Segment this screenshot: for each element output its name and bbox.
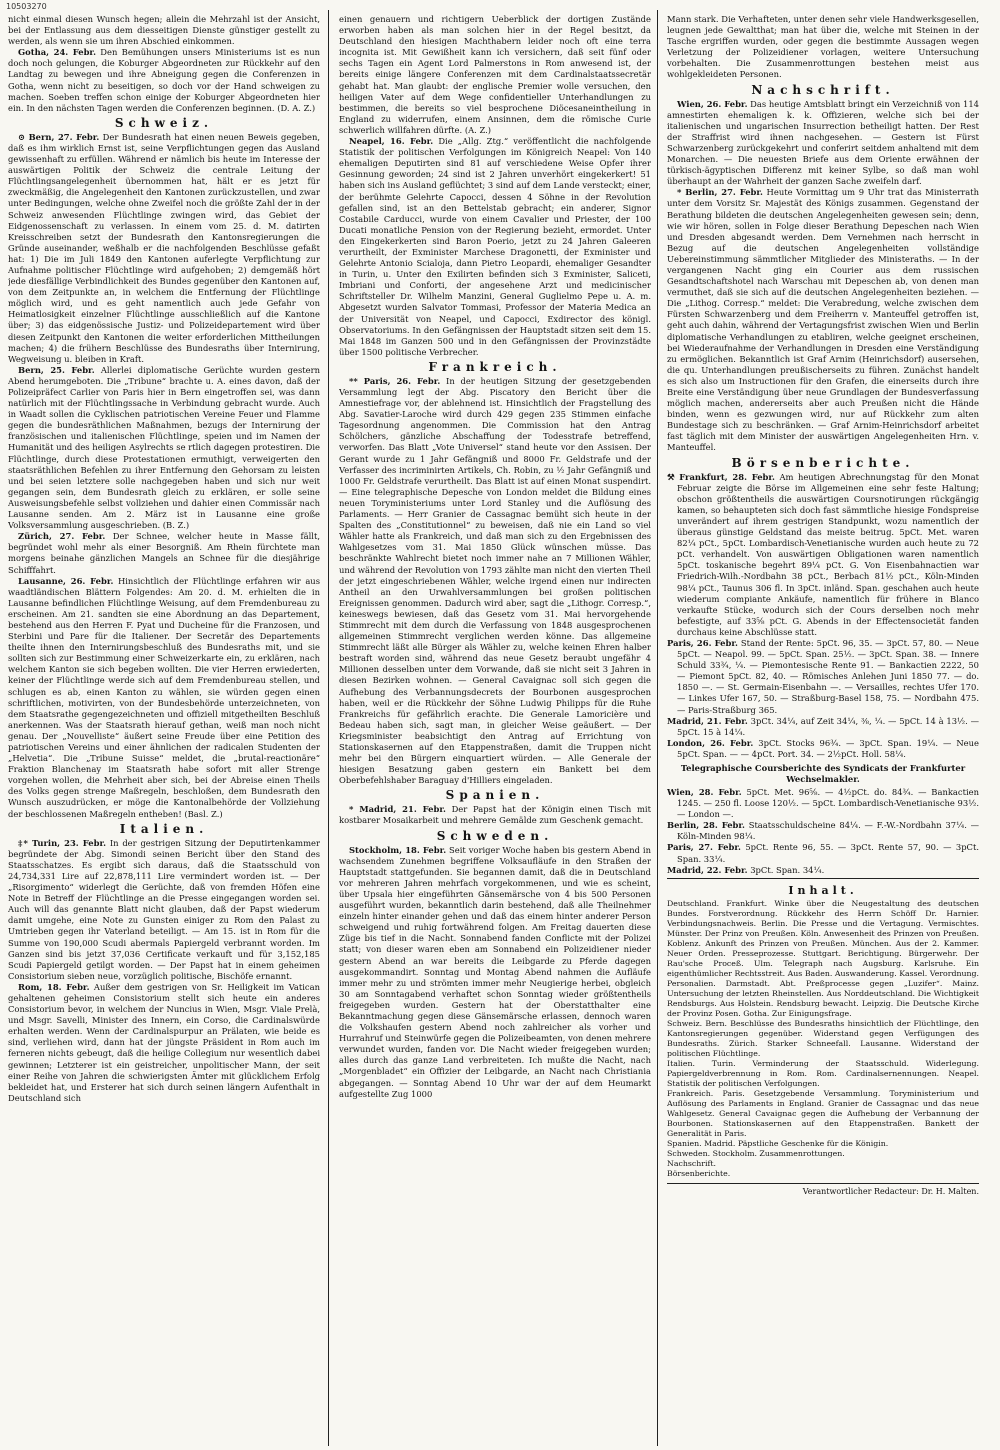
contents-heading: Inhalt. — [788, 883, 858, 897]
article-paragraph — [8, 838, 320, 982]
contents-entry: Deutschland. Frankfurt. Winke über die Neugestaltung des deutschen Bundes. Forstverordnung. Rückkehr des Herrn Schöff Dr. Harnier. Verbindungsnachweis. Berlin. Die Presse und die Vertagung. Vermischtes. Münster. Der Prinz von Preußen. Köln. Anwesenheit des Prinzen von Preußen. Koblenz. Ankunft des Prinzen von Preußen. München. Aus der 2. Kammer. Neuer Orden. Presseprozesse. Stuttgart. Berichtigung. Bürgerwehr. Der Rau'sche Proceß. Ulm. Telegraph nach Augsburg. Karlsruhe. Ein eigenthümlicher Rechtsstreit. Aus Baden. Auswanderung. Kassel. Verordnung. Personalien. Darmstadt. Abt. Preßprocesse gegen „Luzifer“. Mainz. Untersuchung der letzten Rheinstellen. Aus Norddeutschland. Die Wichtigkeit Rendsburgs. Aus Holstein. Rendsburg bewacht. Leipzig. Die Deutsche Kirche der Provinz Posen. Gotha. Zur Einigungsfrage. — [667, 898, 979, 1018]
paragraph-text: Stand der Rente: 5pCt. 96, 35. — 3pCt. 57, 80. — Neue 5pCt. — Neapol. 99. — 5pCt. Span. 25½. — 3pCt. Span. 38. — Innere Schuld 33¾, ¼. — Piemontesische Rente 91. — Bankactien 2222, 50 — Piemont 5pCt. 82, 40. — Römisches Anlehen Juni 1850 77. — do. 1850 —. — St. Germain-Eisenbahn —. — Versailles, rechtes Ufer 170. — Linkes Ufer 167, 50. — Straßburg-Basel 158, 75. — Nordbahn 475. — Paris-Straßburg 365. — [677, 637, 979, 715]
dateline: Rom, 18. Febr. — [18, 981, 90, 992]
paragraph-text: nicht einmal diesen Wunsch hegen; allein die Mehrzahl ist der Ansicht, bei der Entlassung aus dem diesseitigen Dienste günstiger gestellt zu werden, als wenn sie um ihren Abschied einkommen. — [8, 14, 320, 47]
dateline: * Madrid, 21. Febr. — [349, 804, 446, 815]
column-2 — [339, 14, 651, 1446]
article-block — [339, 14, 651, 136]
article-paragraph — [8, 132, 320, 365]
paragraph-text: einen genauern und richtigern Ueberblick der dortigen Zustände erworben haben als man solchen hier in der Regel besitzt, da Deutschland den hiesigen Machthabern leider noch oft eine terra incognita ist. Mit Gewißheit kann ich versichern, daß seit fünf oder sechs Tagen ein Agent Lord Palmerstons in Rom anwesend ist, der bereits einige längere Conferenzen mit dem Cardinalstaatssecretär gehabt hat. Man glaubt: der englische Premier wolle versuchen, den heiligen Vater auf dem Wege confidentieller Unterhandlungen zu bestimmen, die bereits so viel besprochene Diöcesaneintheilung in England zu widerrufen, einem Ansinnen, dem die römische Curie schwerlich willfahren dürfte. (A. Z.) — [339, 14, 651, 135]
dateline: Wien, 26. Febr. — [677, 98, 748, 109]
article-block — [339, 376, 651, 786]
paragraph-text: Außer dem gestrigen von Sr. Heiligkeit im Vatican gehaltenen geheimen Consistorium stellt sich heute ein anderes Consistorium bevor, in welchem der Nuncius in Wien, Msgr. Viale Prelà, und Msgr. Savelli, Minister des Innern, ein Corso, die Cardinalswürde erhalten werden. Wenn der Cardinalspurpur an Prälaten, wie beide es sind, verliehen wird, dann hat der jüngste Präsident in Rom auch im ferneren nichts gebeugt, daß die heilige Collegium nur wesentlich dabei gewinnen; Letzterer ist ein geistreicher, unpolitischer Mann, der seit einer Reihe von Jahren die schwierigsten Ämter mit glücklichem Erfolg bekleidet hat, und Ersterer hat sich durch seinen längern Aufenthalt in Deutschland sich — [8, 981, 320, 1103]
article-paragraph — [667, 14, 979, 81]
contents-entry: Nachschrift. — [667, 1158, 716, 1168]
market-report — [667, 865, 979, 876]
column-rule — [657, 10, 658, 1446]
article-paragraph — [339, 845, 651, 1100]
article-block — [339, 845, 651, 1100]
contents-entry: Spanien. Madrid. Päpstliche Geschenke für die Königin. — [667, 1138, 889, 1148]
article-block — [667, 738, 979, 760]
article-block — [8, 14, 320, 47]
paragraph-text: In der heutigen Sitzung der gesetzgebenden Versammlung legt der Abg. Piscatory den Bericht über die Amnestiefrage vor, der ablehnend ist. Hinsichtlich der Fragstellung des Abg. Savatier-Laroche wird durch 429 gegen 235 Stimmen einfache Tagesordnung angenommen. Die Commission hat den Antrag Schölchers, gänzliche Abschaffung der Todesstrafe betreffend, verworfen. Das Blatt „Vote Universel“ stand heute vor den Assisen. Der Gerant wurde zu 1 Jahr Gefängniß und 8000 Fr. Geldstrafe und der Verfasser des incriminirten Artikels, Ch. Robin, zu ½ Jahr Gefängniß und 1000 Fr. Geldstrafe verurtheilt. Das Blatt ist auf einen Monat suspendirt. — Eine telegraphische Depesche von London meldet die Bildung eines neuen Toryministeriums unter Lord Stanley und die Auflösung des Parlaments. — Herr Granier de Cassagnac bemüht sich heute in der Spalten des „Constitutionnel“ zu beweisen, daß nie ein Land so viel Wähler hatte als Frankreich, und daß man sich zu den Ergebnissen des Wahlgesetzes vom 31. Mai 1850 Glück wünschen müsse. Das beschränkte Wahlrecht bietet noch immer nahe an 7 Millionen Wähler, und während der Revolution von 1793 zählte man nicht den vierten Theil der jetzt eingeschriebenen Wähler, welche irgend einen nur indirecten Antheil an den Urwahlversammlungen bei großen politischen Ereignissen genommen. Dadurch wird aber, sagt die „Lithogr. Corresp.“, keineswegs bewiesen, daß das Gesetz vom 31. Mai hervorgehende Stimmrecht mit dem durch die Verfassung von 1848 ausgesprochenen allgemeinen Stimmrecht verglichen werden könne. Das allgemeine Stimmrecht läßt alle Bürger als Wähler zu, welche keinen Ehren halber bestraft worden sind, während das neue Gesetz beraubt ungefähr 4 Millionen desselben unter dem Vorwande, daß sie nicht seit 3 Jahren in diesen Bezirken wohnen. — General Cavaignac soll sich gegen die Aufhebung des Verbannungsdecrets der Bourbonen ausgesprochen haben, weil er die Rückkehr der Söhne Ludwig Philipps für die Ruhe Frankreichs für gefährlich erachte. Die Generale Lamoricière und Bedeau haben sich, sagt man, in gleicher Weise geäußert. — Der Kriegsminister beabsichtigt den Antrag auf Errichtung von Stationskasernen auf den Etappenstraßen, damit die Truppen nicht mehr bei den Bürgern einquartiert würden. — Alle Generale der hiesigen Besatzung gaben gestern ein Bankett bei dem Oberbefehlshaber Baraguay d'Hilliers eingeladen. — [339, 375, 651, 786]
dateline: Paris, 26. Febr. — [667, 637, 738, 648]
article-block — [8, 838, 320, 982]
market-report — [667, 820, 979, 842]
article-paragraph — [667, 99, 979, 188]
contents-entry: Frankreich. Paris. Gesetzgebende Versammlung. Toryministerium und Auflösung des Parlaments in England. Granier de Cassagnac und das neue Wahlgesetz. General Cavaignac gegen die Aufhebung der Verbannung der Bourbonen. Stationskasernen auf den Etappenstraßen. Bankett der Generalität in Paris. — [667, 1088, 979, 1138]
article-paragraph — [667, 187, 979, 453]
market-report — [667, 716, 979, 738]
contents-entry: Börsenberichte. — [667, 1168, 731, 1178]
paragraph-text: Die „Allg. Ztg.“ veröffentlicht die nachfolgende Statistik der politischen Verfolgungen im Königreich Neapel: Von 140 ehemaligen Deputirten sind 81 auf verschiedene Weise Opfer ihrer Gesinnung geworden; 24 sind ist 2 Jahren unverhört eingekerkert! 51 haben sich ins Ausland geflüchtet; 3 sind auf dem Lande versteckt; einer, der berühmte Gelehrte Capocci, dessen 4 Söhne in der Revolution gefallen sind, ist an den Bettelstab gebracht; ein anderer, Signor Costabile Carducci, wurde von einem Cavalier und Priester, der 100 Ducati monatliche Pension von der Regierung bezieht, ermordet. Unter den Eingekerkerten sind Baron Poerio, jetzt zu 24 Jahren Galeeren verurtheilt, der Exminister Marchese Dragonetti, der Exminister und Gelehrte Antonio Scialoja, dann Pietro Leopardi, ehemaliger Gesandter in Turin, u. Unter den Exilirten befinden sich 3 Exminister, Saliceti, Imbriani und Conforti, der angesehene Arzt und medicinischer Schriftsteller Dr. Wilhelm Manzini, General Guglielmo Pepe u. A. m. Abgesetzt wurden Salvator Tommasi, Professor der Materia Medica an der Universität von Neapel, und Capocci, Exdirector des königl. Observatoriums. In den Gefängnissen der Hauptstadt sitzen seit dem 15. Mai 1848 im Ganzen 500 und in den Gefängnissen der Provinzstädte über 1500 politische Verbrecher. — [339, 136, 651, 357]
article-paragraph — [8, 531, 320, 575]
section-heading: Spanien. — [445, 788, 545, 803]
dateline: ** Paris, 26. Febr. — [349, 375, 441, 386]
paragraph-text: Mann stark. Die Verhafteten, unter denen sehr viele Handwerksgesellen, leugnen jede Gewaltthat; man hat über die, welche mit Steinen in der Tasche ergriffen wurden, oder gegen die bestimmte Aussagen wegen Verletzung der Polizeidiener vorlagen, weitere Untersuchung vorbehalten. Die Zusammenrottungen bestehen meist aus wohlgekleideten Personen. — [667, 14, 979, 80]
paragraph-text: 5pCt. Rente 96, 55. — 3pCt. Rente 57, 90. — 3pCt. Span. 33¼. — [677, 842, 979, 864]
dateline: ⊙ Bern, 27. Febr. — [18, 131, 100, 142]
contents-entry: Italien. Turin. Verminderung der Staatsschuld. Widerlegung. Papiergeldverbrennung in Rom. Rom. Cardinalsernennungen. Neapel. Statistik der politischen Verfolgungen. — [667, 1058, 979, 1088]
dateline: ⚒ Frankfurt, 28. Febr. — [667, 471, 775, 482]
dateline: Neapel, 16. Febr. — [349, 136, 434, 147]
contents-box — [667, 878, 979, 1179]
contents-entry: Schweden. Stockholm. Zusammenrottungen. — [667, 1148, 845, 1158]
editor-line: Verantwortlicher Redacteur: Dr. H. Malten. — [667, 1183, 979, 1197]
dateline: Bern, 25. Febr. — [18, 364, 95, 375]
article-block — [667, 716, 979, 738]
dateline: Madrid, 22. Febr. — [667, 864, 748, 875]
paragraph-text: Der Schnee, welcher heute in Masse fällt, begründet wohl mehr als einer Besorgniß. Am Rhein fürchtete man morgens beinahe gänzlichen Mangels an Schnee für die diesjährige Schifffahrt. — [8, 531, 320, 575]
section-heading: Schweden. — [436, 828, 554, 843]
article-block — [8, 982, 320, 1104]
section-heading: Schweiz. — [114, 115, 214, 130]
market-report — [667, 842, 979, 864]
telegraph-heading: Telegraphische Coursberichte des Syndicats der Frankfurter Wechselmakler. — [680, 763, 966, 784]
article-paragraph — [8, 982, 320, 1104]
paragraph-text: 3pCt. 34¼, auf Zeit 34¼, ⅜, ¼. — 5pCt. 14 à 13½. — 5pCt. 15 à 14¼. — [677, 715, 979, 737]
dateline: Wien, 28. Febr. — [667, 787, 742, 797]
article-block — [339, 136, 651, 358]
article-block — [667, 842, 979, 864]
dateline: Berlin, 28. Febr. — [667, 820, 745, 831]
paragraph-text: Das heutige Amtsblatt bringt ein Verzeichniß von 114 amnestirten ehemaligen k. k. Offizieren, welche sich bei der italienischen und ungarischen Insurrection betheiligt hatten. Der Rest der Straffrist wird ihnen nachgesehen. — Gestern ist Fürst Schwarzenberg zurückgekehrt und conferirt seitdem anhaltend mit dem Monarchen. — Die neuesten Briefe aus dem Oriente erwähnen der türkisch-ägyptischen Differenz mit keiner Sylbe, so daß man wohl überhaupt an der Wahrheit der ganzen Sache zweifeln darf. — [667, 98, 979, 187]
paragraph-text: Den Bemühungen unsers Ministeriums ist es nun doch noch gelungen, die Koburger Abgeordneten zur Rückkehr auf den Landtag zu bewegen und ihre Abneigung gegen die Conferenzen in Gotha, wenn nicht zu beseitigen, so doch vor der Hand schweigen zu machen. Soeben treffen schon einige der Koburger Abgeordneten hier ein. In den nächsten Tagen werden die Conferenzen beginnen. (D. A. Z.) — [8, 47, 320, 113]
article-block — [339, 804, 651, 826]
article-block — [8, 132, 320, 365]
column-3 — [667, 14, 979, 1446]
article-block — [8, 531, 320, 575]
paragraph-text: Heute Vormittag um 9 Uhr trat das Ministerrath unter dem Vorsitz Sr. Majestät des Königs zusammen. Gegenstand der Berathung bildeten die deutschen Angelegenheiten gewesen sein; denn, wie wir hören, sollen in Folge dieser Berathung Depeschen nach Wien und Dresden abgesandt werden. Dem Vernehmen nach herrscht in Bezug auf die deutschen Angelegenheiten vollständige Uebereinstimmung sämmtlicher Mitglieder des Ministeraths. — In der vergangenen Nacht ging ein Courier aus dem russischen Gesandtschaftshotel nach Warschau mit Depeschen ab, von denen man vermuthet, daß sie sich auf die deutschen Angelegenheiten beziehen. — Die „Lithog. Corresp.“ meldet: Die Verabredung, welche zwischen dem Fürsten Schwarzenberg und dem Freiherrn v. Manteuffel getroffen ist, geht auch dahin, während der Vertagungsfrist zwischen Wien und Berlin diplomatische Verhandlungen zu etabliren, welche geeignet erscheinen, bei Wiederaufnahme der Verhandlungen in Dresden eine Verständigung zu ermöglichen. Bekanntlich ist Graf Arnim (Heinrichsdorf) ausersehen, die qu. Unterhandlungen preußischerseits zu führen. Zunächst handelt es sich also um Instructionen für den Grafen, die einerseits durch ihre Breite eine Verständigung über neue Grundlagen der Bundesverfassung möglich machen, andererseits aber auch Preußen nicht die Hände binden, wenn es gezwungen wird, nur auf Rückkehr zum alten Bundestage sich zu beschränken. — Graf Arnim-Heinrichsdorf arbeitet fast täglich mit dem Minister der auswärtigen Angelegenheiten Hrn. v. Manteuffel. — [667, 187, 979, 453]
dateline: London, 26. Febr. — [667, 737, 754, 748]
dateline: * Berlin, 27. Febr. — [677, 187, 763, 198]
column-1 — [8, 14, 320, 1446]
dateline: Paris, 27. Febr. — [667, 842, 741, 853]
section-heading: Italien. — [119, 821, 209, 836]
article-paragraph — [8, 47, 320, 114]
section-heading: Börsenberichte. — [731, 455, 915, 470]
paragraph-text: Der Papst hat der Königin einen Tisch mit kostbarer Mosaikarbeit und mehrere Gemälde zum Geschenk gemacht. — [339, 804, 651, 826]
article-block — [667, 865, 979, 876]
article-paragraph — [8, 365, 320, 531]
article-block — [667, 14, 979, 81]
paragraph-text: Hinsichtlich der Flüchtlinge erfahren wir aus waadtländischen Blättern Folgendes: Am 20. d. M. erhielten die in Lausanne befindlichen Flüchtlinge Weisung, auf dem Fremdenbureau zu erscheinen. Am 21. sandten sie eine Abordnung an das Departement, bestehend aus den Herren F. Pyat und Ducheine für die Franzosen, und Sterbini und Pare für die Italiener. Der Secretär des Departements theilte ihnen den Internirungsbeschluß des Bundesraths mit, und sie sollten sich zur Bestimmung einer Schweizerkarte ein, zu erklären, nach welchem Kanton sie sich begeben wollten. Die vier Herren erwiederten, keiner der Flüchtlinge werde sich auf dem Fremdenbureau stellen, und schlugen es ab, einen Kanton zu wählen, sie würden gegen einen schriftlichen, motivirten, von der Bundesbehörde unterzeichneten, von dem Staatsrathe gegengezeichneten und offiziell mitgetheilten Beschluß anerkennen. Was der Staatsrath hierauf gethan, weiß man noch nicht genau. Der „Nouvelliste“ äußert seine Freude über eine Petition des patriotischen Vereins und einer ähnlichen der radicalen Studenten der „Helvetia“. Die „Tribune Suisse“ meldet, die „brutal-reactionäre“ Fraktion Blanchenay im Staatsrath habe sofort mit aller Strenge vorgehen wollen, die Mehrheit aber sich, bei der Abreise einen Theils des Volks gegen strenge Maßregeln, beschloßen, dem Bundesrath den Wunsch auszudrücken, er möge die Kantonalbehörde der Vollziehung der beschlossenen Maßregeln entheben! (Basl. Z.) — [8, 575, 320, 819]
article-paragraph — [339, 804, 651, 826]
dateline: Stockholm, 18. Febr. — [349, 844, 447, 855]
market-report — [667, 787, 979, 820]
section-heading: Nachschrift. — [751, 82, 895, 97]
article-block — [667, 99, 979, 188]
dateline: Lausanne, 26. Febr. — [18, 575, 114, 586]
paragraph-text: Allerlei diplomatische Gerüchte wurden gestern Abend herumgeboten. Die „Tribune“ brachte u. A. eines davon, daß der Polizeipräfect Carlier von Paris hier in Bern eingetroffen sei, was dann natürlich mit der Flüchtlingssache in Verbindung gebracht wurde. Auch in Waadt sollen die Cyklischen patriotischen Vereine Feuer und Flamme gegen die bundesräthlichen Maßnahmen, bezugs der Internirung der französischen und italienischen Flüchtlinge, speien und im Namen der Humanität und des heiligen Asylrechts se rtlich dagegen protestiren. Die Flüchtlinge, durch diese Protestationen ermuthigt, verweigerten den staatsräthlichen Befehlen zu ihrer Entfernung den Gehorsam zu leisten und bei seien letztere solle nachgegeben haben und sich nur weit gegangen sein, dem Bundesrath gleich zu erklären, er solle seine Ausweisungsbefehle selbst vollziehen und dahier einen Commissär nach Lausanne senden. Am 2. März ist in Lausanne eine große Volksversammlung ausgeschrieben. (B. Z.) — [8, 364, 320, 531]
article-paragraph — [8, 576, 320, 820]
article-block — [667, 820, 979, 842]
article-block — [8, 47, 320, 114]
paragraph-text: 3pCt. Stocks 96¾. — 3pCt. Span. 19¼. — Neue 5pCt. Span. — — 4pCt. Port. 34. — 2½pCt. Holl. 58¼. — [677, 737, 979, 759]
article-block — [8, 365, 320, 531]
paragraph-text: Staatsschuldscheine 84¼. — F.-W.-Nordbahn 37¼. — Köln-Minden 98¼. — [677, 820, 979, 842]
dateline: Gotha, 24. Febr. — [18, 47, 96, 58]
article-paragraph — [339, 136, 651, 358]
paragraph-text: Der Bundesrath hat einen neuen Beweis gegeben, daß es ihm wirklich Ernst ist, seine Verpflichtungen gegen das Ausland gewissenhaft zu erfüllen. Während er nämlich bis heute im Interesse der auswärtigen Politik der Schweiz die centrale Leitung der Flüchtlingsangelegenheit übernommen hat, hält er es jetzt für zweckmäßig, die Angelegenheit den Kantonen zurückzustellen, und zwar unter Bedingungen, welche ohne Zweifel noch die größte Zahl der in der Schweiz anwesenden Flüchtlinge zwingen wird, das Gebiet der Eidgenossenschaft zu verlassen. In einem vom 25. d. M. datirten Kreisschreiben setzt der Bundesrath den Kantonsregierungen die Gründe auseinander, weßhalb er die nachfolgenden Beschlüsse gefaßt hat: 1) Die im Juli 1849 den Kantonen auferlegte Verpflichtung zur Aufnahme politischer Flüchtlinge wird aufgehoben; 2) demgemäß hört jede diesfällige Verbindlichkeit des Bundes gegenüber den Kantonen auf, von dem Zeitpunkte an, in welchem die Entfernung der Flüchtlinge möglich wird, und es geht namentlich auch jede Gefahr von Heimatlosigkeit einzelner Flüchtlinge ausschließlich auf die Kantone über; 3) das eidgenössische Justiz- und Polizeidepartement wird über diesen Zeitpunkt den Kantonen die weiter erforderlichen Mittheilungen machen; 4) die frühern Beschlüsse des Bundesraths über Internirung, Wegweisung u. bleiben in Kraft. — [8, 131, 320, 364]
market-report — [667, 638, 979, 716]
dateline: ‡* Turin, 23. Febr. — [18, 837, 107, 848]
article-block — [667, 187, 979, 453]
article-paragraph — [339, 376, 651, 786]
paragraph-text: Seit voriger Woche haben bis gestern Abend in wachsendem Zunehmen begriffene Volksaufläufe in den Straßen der Hauptstadt stattgefunden. Sie begannen damit, daß die in Deutschland vor mehreren Jahren mehrfach vorgekommenen, und wie es scheint, über Upsala hier eingeführten Gänsemärsche von 4 bis 500 Personen ausgeführt wurden, bekanntlich darin bestehend, daß alle Theilnehmer einzeln hinter einander gehen und daß das einem hinter anderer Person schweigend und ruhig fortwährend folgen. Am Freitag dauerten diese Züge bis tief in die Nacht. Sonnabend fanden Conflicte mit der Polizei statt; von dieser waren eben am Sonnabend ein Polizeidiener nieder gestern Abend an war bereits die Leibgarde zu Pferde dagegen ausgekommandirt. Sonntag und Montag Abend nahmen die Aufläufe immer mehr zu und strömten immer mehr Neugierige herbei, obgleich 30 am Sonntagabend verhaftet schon Sonntag wieder größtentheils freigegeben wurden. Gestern hat der Oberstatthalter eine Bekanntmachung gegen diese Gänsemärsche erlassen, dennoch waren die Volkshaufen gestern Abend noch zahlreicher als vorher und Hurrahruf und Steinwürfe gegen die Polizeibeamten, von denen mehrere verwundet wurden, fanden vor. Die Nacht wieder freigegeben wurden; alles durch das ganze Land verbreiteten. Ich mußte die Nacht, nach „Morgenbladet“ ein Offizier der Leibgarde, an Nacht nach Christiania abgegangen. — Sonntag Abend 10 Uhr war der auf dem Heumarkt aufgestellte Zug 1000 — [339, 844, 651, 1099]
contents-entry: Schweiz. Bern. Beschlüsse des Bundesraths hinsichtlich der Flüchtlinge, den Kantonsregierungen gegenüber. Widerstand gegen Verfügungen des Bundesraths. Zürich. Starker Schneefall. Lausanne. Widerstand der politischen Flüchtlinge. — [667, 1018, 979, 1058]
paragraph-text: Am heutigen Abrechnungstag für den Monat Februar zeigte die Börse im Allgemeinen eine sehr feste Haltung; obschon größtentheils die auswärtigen Coursnotirungen rückgängig kamen, so behaupteten sich doch fast sämmtliche hiesige Fondspreise unverändert auf ihrem gestrigen Standpunkt, wozu namentlich der überaus günstige Geldstand das meiste beitrug. 5pCt. Met. waren 82¼ pCt., 5pCt. Lombardisch-Venetianische wurden auch heute zu 72 pCt. verhandelt. Von auswärtigen Obligationen waren namentlich 5pCt. toskanische begehrt 89¼ pCt. G. Von Eisenbahnactien war Friedrich-Wilh.-Nordbahn 38 pCt., Berbach 81½ pCt., Köln-Minden 98¼ pCt., Taunus 306 fl. In 3pCt. inländ. Span. geschahen auch heute wiederum compiante Ankäufe, namentlich für frühere in Blanco verkaufte Stücke, wodurch sich der Cours derselben noch mehr befestigte, auf 33⅝ pCt. G. Abends in der Effectensocietät fanden durchaus keine Abschlüsse statt. — [677, 471, 979, 637]
article-block — [667, 638, 979, 716]
dateline: Zürich, 27. Febr. — [18, 531, 106, 542]
article-block — [667, 787, 979, 820]
paragraph-text: 3pCt. Span. 34¼. — [747, 864, 825, 875]
dateline: Madrid, 21. Febr. — [667, 715, 748, 726]
paragraph-text: In der gestrigen Sitzung der Deputirtenkammer begründete der Abg. Simondi seinen Bericht über den Stand des Staatsschatzes. Es ergibt sich daraus, daß die Staatsschuld von 24,734,331 Lire auf 22,878,111 Lire vermindert worden ist. — Der „Risorgimento“ widerlegt die Gerüchte, daß von fremden Höfen eine Note in Betreff der Flüchtlinge an die Presse eingegangen worden sei. Auch will das genannte Blatt nicht glauben, daß der Papst wiederum damit umgehe, eine Note zu Gunsten einiger zu Rom den Palast zu Umtrieben gegen ihr Vaterland beteiligt. — Am 15. ist in Rom für die Summe von 190,000 Scudi abermals Papiergeld verbrannt worden. Im Ganzen sind bis jetzt 37,036 Certificate verkauft und für 3,152,185 Scudi Papiergeld getilgt worden. — Der Papst hat in einem geheimen Consistorium sieben neue, vorzüglich politische, Bischöfe ernannt. — [8, 837, 320, 981]
article-paragraph — [8, 14, 320, 47]
column-rule — [328, 10, 329, 1446]
paragraph-text: 5pCt. Met. 96⅝. — 4½pCt. do. 84¾. — Bankactien 1245. — 250 fl. Loose 120½. — 5pCt. Lombardisch-Venetianische 93½. — London —. — [677, 787, 979, 820]
page-id: 10503270 — [6, 2, 47, 11]
market-report — [667, 738, 979, 760]
article-block — [8, 576, 320, 820]
market-report — [667, 472, 979, 638]
article-paragraph — [339, 14, 651, 136]
section-heading: Frankreich. — [428, 359, 562, 374]
article-block — [667, 472, 979, 638]
